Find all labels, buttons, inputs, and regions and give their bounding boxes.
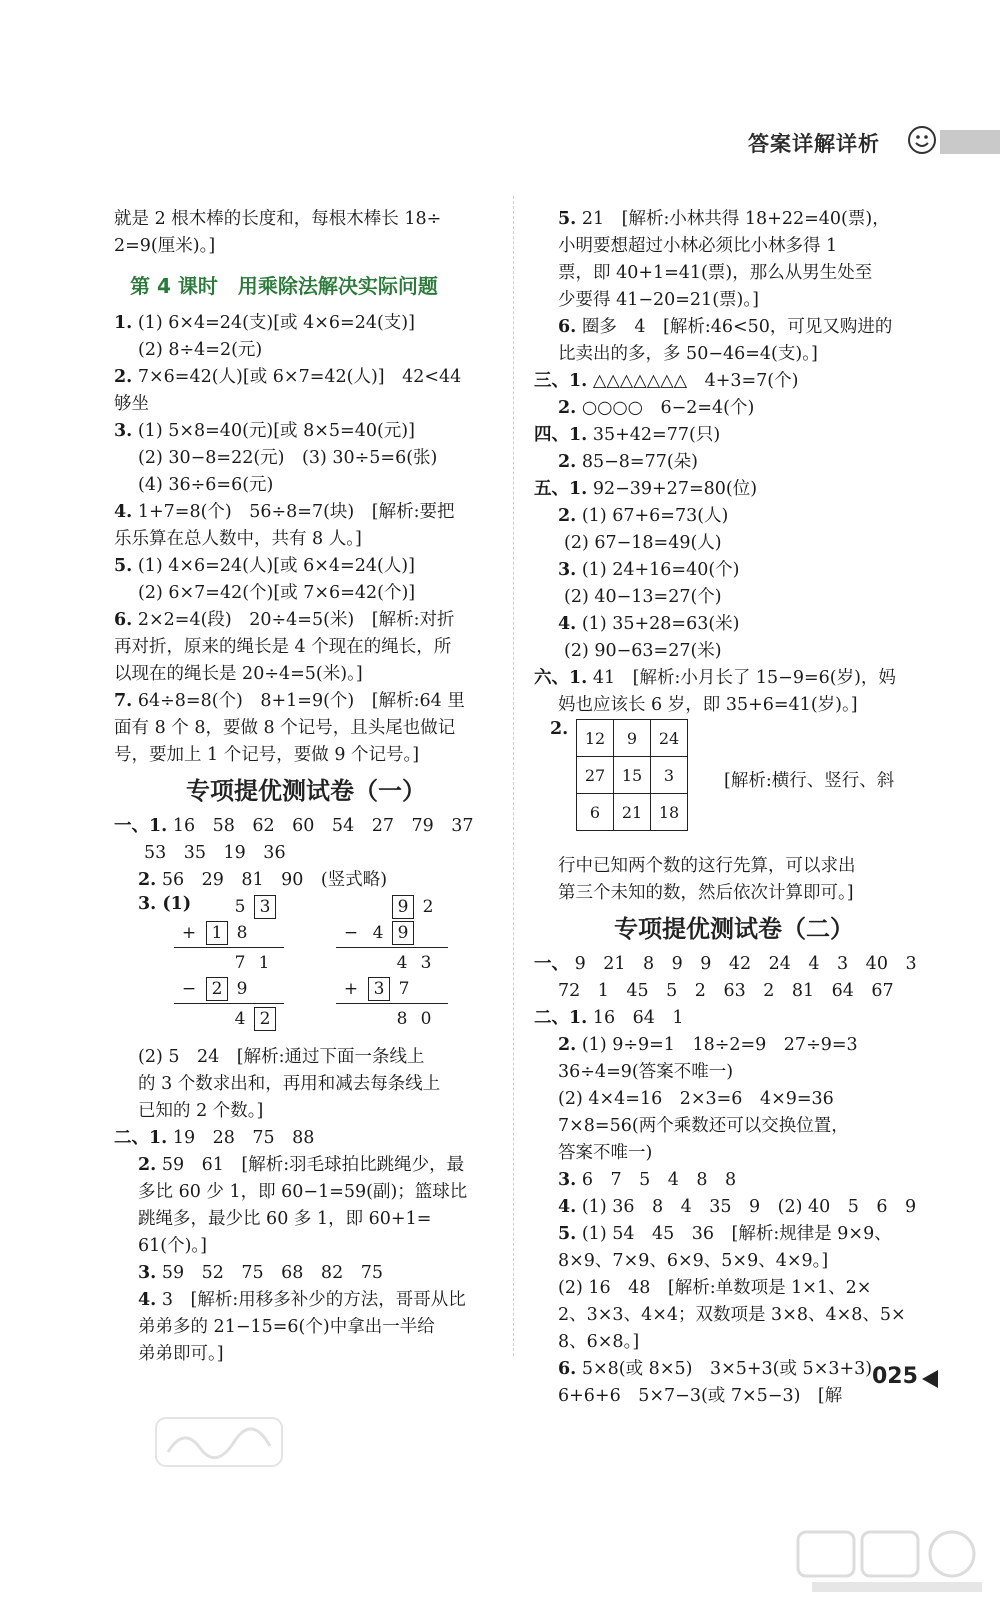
header-title: 答案详解详析 (748, 132, 880, 156)
answer-line (534, 1140, 934, 1167)
answer-text: 的 3 个数求出和，再用和减去每条线上 (138, 1074, 441, 1094)
answer-line (114, 1206, 498, 1233)
answer-text: 面有 8 个 8，要做 8 个记号，且头尾也做记 (114, 718, 456, 738)
answer-text: 64÷8=8(个) 8+1=9(个) [解析:64 里 (137, 691, 465, 711)
answer-text: 59 61 [解析:羽毛球拍比跳绳少，最 (161, 1155, 465, 1175)
answer-line (114, 310, 498, 337)
answer-text: 少要得 41−20=21(票)。] (558, 290, 759, 310)
lesson-answers (114, 310, 498, 769)
digit: 8 (236, 923, 248, 943)
question-number: 二、1. (534, 1008, 588, 1028)
answer-text: 72 1 45 5 2 63 2 81 64 67 (558, 981, 894, 1001)
question-number: 1. (114, 313, 133, 333)
column-divider (513, 196, 514, 1356)
answer-line (114, 1341, 498, 1368)
left-column (114, 206, 498, 1368)
grid-cell: 9 (614, 720, 651, 757)
answer-text: 6+6+6 5×7−3(或 7×5−3) [解 (558, 1386, 843, 1406)
answer-text: (2) 16 48 [解析:单数项是 1×1、2× (558, 1278, 872, 1298)
box-digit: 1 (206, 921, 228, 945)
answer-text: 弟弟即可。] (138, 1344, 224, 1364)
answer-line (114, 553, 498, 580)
answer-line (534, 1329, 934, 1356)
question-number: 7. (114, 691, 133, 711)
answer-line (114, 607, 498, 634)
question-number: 4. (558, 614, 577, 634)
box-digit: 3 (254, 895, 276, 919)
answer-text: 号，要加上 1 个记号，要做 9 个记号。] (114, 745, 420, 765)
answer-text: 弟弟多的 21−15=6(个)中拿出一半给 (138, 1317, 435, 1337)
digit: 1 (258, 953, 270, 973)
answer-line (534, 611, 934, 638)
grid-cell: 6 (577, 794, 614, 831)
calc-rule (174, 947, 284, 948)
answer-line (534, 1005, 934, 1032)
digit: 4 (372, 923, 384, 943)
answer-text: (2) 8÷4=2(元) (138, 340, 263, 360)
q3-label: 3. (1) (138, 894, 192, 914)
magic-square (576, 719, 688, 831)
box-digit: 9 (392, 895, 414, 919)
answer-text: 再对折，原来的绳长是 4 个现在的绳长，所 (114, 637, 452, 657)
answer-line (534, 1194, 934, 1221)
answer-text: (2) 30−8=22(元) (3) 30÷5=6(张) (138, 448, 438, 468)
grid-cell: 12 (577, 720, 614, 757)
answer-text: 已知的 2 个数。] (138, 1101, 264, 1121)
answer-text: (4) 36÷6=6(元) (138, 475, 274, 495)
answer-text: (2) 5 24 [解析:通过下面一条线上 (138, 1047, 425, 1067)
question-number: 一、 (534, 954, 569, 974)
right-column (534, 206, 934, 1410)
answer-line (114, 1260, 498, 1287)
answer-line (534, 449, 934, 476)
answer-text: ○○○○ 6−2=4(个) (581, 398, 755, 418)
digit: 3 (420, 953, 432, 973)
header-bar (940, 130, 1000, 154)
answer-line (114, 364, 498, 391)
answer-text: 票，即 40+1=41(票)，那么从男生处至 (558, 263, 873, 283)
answer-line (114, 813, 498, 840)
answer-text: (1) 5×8=40(元)[或 8×5=40(元)] (137, 421, 415, 441)
answer-text: 7×6=42(人)[或 6×7=42(人)] 42<44 (137, 367, 462, 387)
answer-text: 以现在的绳长是 20÷4=5(米)。] (114, 664, 363, 684)
intro-line: 就是 2 根木棒的长度和，每根木棒长 18÷ (114, 209, 442, 229)
answer-line (534, 951, 934, 978)
answer-line (534, 476, 934, 503)
answer-line (534, 287, 934, 314)
test2-title: 专项提优测试卷（二） (614, 915, 854, 943)
answer-text: (2) 6×7=42(个)[或 7×6=42(个)] (138, 583, 416, 603)
answer-line (114, 1152, 498, 1179)
answer-line (534, 206, 934, 233)
answer-text: (1) 35+28=63(米) (581, 614, 740, 634)
answer-text: 1+7=8(个) 56÷8=7(块) [解析:要把 (137, 502, 455, 522)
digit: 8 (396, 1009, 408, 1029)
answer-text: (2) 40−13=27(个) (564, 587, 722, 607)
question-number: 2. (138, 1155, 157, 1175)
answer-line (114, 1071, 498, 1098)
answer-text: (1) 36 8 4 35 9 (2) 40 5 6 9 (581, 1197, 917, 1217)
answer-text: (2) 4×4=16 2×3=6 4×9=36 (558, 1089, 834, 1109)
answer-text: 21 [解析:小林共得 18+22=40(票)， (581, 209, 890, 229)
answer-line (534, 1059, 934, 1086)
answer-line (534, 530, 934, 557)
question-number: 2. (114, 367, 133, 387)
answer-line (534, 260, 934, 287)
question-number: 5. (114, 556, 133, 576)
operator: + (343, 979, 359, 999)
answer-line (114, 688, 498, 715)
operator: − (181, 979, 197, 999)
box-digit: 9 (392, 921, 414, 945)
lesson-title: 第 4 课时 用乘除法解决实际问题 (130, 274, 438, 298)
right-answers (534, 206, 934, 719)
question-number: 4. (138, 1290, 157, 1310)
answer-line (534, 692, 934, 719)
digit: 4 (234, 1009, 246, 1029)
answer-line (114, 391, 498, 418)
digit: 2 (422, 897, 434, 917)
answer-line (114, 526, 498, 553)
question-number: 3. (558, 1170, 577, 1190)
smiley-icon (906, 124, 938, 156)
answer-text: 6 7 5 4 8 8 (581, 1170, 737, 1190)
operator: + (181, 923, 197, 943)
question-number: 一、1. (114, 816, 168, 836)
answer-line (114, 1287, 498, 1314)
calc-rule (174, 1003, 284, 1004)
magic-square-question (534, 719, 934, 853)
answer-text: 35+42=77(只) (592, 425, 721, 445)
page-arrow-icon (922, 1370, 938, 1388)
answer-line (534, 395, 934, 422)
question-number: 3. (558, 560, 577, 580)
question-number: 四、1. (534, 425, 588, 445)
answer-text: 小明要想超过小林必须比小林多得 1 (558, 236, 838, 256)
answer-line (114, 580, 498, 607)
answer-line (534, 422, 934, 449)
answer-line (114, 337, 498, 364)
test2-answers (534, 951, 934, 1410)
intro-text (114, 206, 498, 260)
question-number: 4. (558, 1197, 577, 1217)
test1-answers-b (114, 1044, 498, 1368)
answer-text: 第三个未知的数，然后依次计算即可。] (558, 883, 854, 903)
answer-text: 多比 60 少 1，即 60−1=59(副)；篮球比 (138, 1182, 468, 1202)
answer-text: 5×8(或 8×5) 3×5+3(或 5×3+3) (581, 1359, 873, 1379)
answer-line (534, 314, 934, 341)
answer-text: 53 35 19 36 (144, 843, 286, 863)
box-digit: 2 (254, 1007, 276, 1031)
answer-text: 36÷4=9(答案不唯一) (558, 1062, 734, 1082)
question-number: 五、1. (534, 479, 588, 499)
question-number: 6. (558, 317, 577, 337)
box-digit: 2 (206, 977, 228, 1001)
question-number: 3. (138, 1263, 157, 1283)
watermark-stamp (154, 1412, 284, 1472)
question-number: 三、1. (534, 371, 588, 391)
digit: 5 (234, 897, 246, 917)
answer-text: 跳绳多，最少比 60 多 1，即 60+1= (138, 1209, 432, 1229)
question-number: 二、1. (114, 1128, 168, 1148)
answer-line (534, 1086, 934, 1113)
digit: 4 (396, 953, 408, 973)
answer-line (114, 445, 498, 472)
answer-line (114, 1044, 498, 1071)
grid-cell: 21 (614, 794, 651, 831)
answer-line (114, 418, 498, 445)
answer-text: 16 58 62 60 54 27 79 37 (172, 816, 474, 836)
digit: 0 (420, 1009, 432, 1029)
grid-explanation (534, 853, 934, 907)
answer-text: 妈也应该长 6 岁，即 35+6=41(岁)。] (558, 695, 858, 715)
grid-cell: 3 (651, 757, 688, 794)
answer-text: 16 64 1 (592, 1008, 684, 1028)
answer-text: 59 52 75 68 82 75 (161, 1263, 383, 1283)
page-number: 025 (872, 1364, 918, 1389)
answer-line (534, 880, 934, 907)
test1-answers-a (114, 813, 498, 894)
question-number: 4. (114, 502, 133, 522)
answer-text: 乐乐算在总人数中，共有 8 人。] (114, 529, 362, 549)
answer-text: △△△△△△△ 4+3=7(个) (592, 371, 799, 391)
question-number: 2. (558, 452, 577, 472)
question-number: 5. (558, 209, 577, 229)
watermark-logo (792, 1528, 992, 1598)
answer-line (114, 472, 498, 499)
answer-text: 答案不唯一) (558, 1143, 653, 1163)
grid-label: 2. (550, 719, 569, 739)
intro-line: 2=9(厘米)。] (114, 236, 216, 256)
answer-line (534, 978, 934, 1005)
calc-rule (336, 947, 448, 948)
answer-line (114, 634, 498, 661)
test1-title: 专项提优测试卷（一） (186, 777, 426, 805)
question-number: 2. (138, 870, 157, 890)
answer-line (114, 1233, 498, 1260)
answer-text: (1) 67+6=73(人) (581, 506, 729, 526)
answer-text: 61(个)。] (138, 1236, 208, 1256)
answer-line (534, 853, 934, 880)
digit: 7 (398, 979, 410, 999)
answer-text: (2) 90−63=27(米) (564, 641, 722, 661)
grid-cell: 15 (614, 757, 651, 794)
answer-text: 41 [解析:小月长了 15−9=6(岁)，妈 (592, 668, 896, 688)
answer-text: (1) 6×4=24(支)[或 4×6=24(支)] (137, 313, 415, 333)
answer-text: (1) 54 45 36 [解析:规律是 9×9、 (581, 1224, 892, 1244)
answer-line (114, 1179, 498, 1206)
grid-cell: 24 (651, 720, 688, 757)
digit: 9 (236, 979, 248, 999)
answer-line (114, 840, 498, 867)
answer-text: 85−8=77(朵) (581, 452, 699, 472)
answer-text: (2) 67−18=49(人) (564, 533, 722, 553)
answer-line (534, 665, 934, 692)
answer-text: 行中已知两个数的这行先算，可以求出 (558, 856, 856, 876)
answer-text: 3 [解析:用移多补少的方法，哥哥从比 (161, 1290, 466, 1310)
answer-text: 够坐 (114, 394, 149, 414)
answer-text: 2、3×3、4×4；双数项是 3×8、4×8、5× (558, 1305, 906, 1325)
answer-line (114, 867, 498, 894)
answer-text: 2×2=4(段) 20÷4=5(米) [解析:对折 (137, 610, 455, 630)
answer-line (114, 1314, 498, 1341)
answer-line (534, 503, 934, 530)
answer-text: 56 29 81 90 (竖式略) (161, 870, 388, 890)
answer-line (534, 638, 934, 665)
calc-rule (336, 1003, 448, 1004)
answer-text: 19 28 75 88 (172, 1128, 315, 1148)
answer-text: 9 21 8 9 9 42 24 4 3 40 3 (574, 954, 917, 974)
answer-text: 8、6×8。] (558, 1332, 640, 1352)
answer-text: (1) 4×6=24(人)[或 6×4=24(人)] (137, 556, 415, 576)
digit: 7 (234, 953, 246, 973)
answer-line (114, 715, 498, 742)
answer-line (534, 1248, 934, 1275)
answer-line (534, 557, 934, 584)
answer-text: 92−39+27=80(位) (592, 479, 758, 499)
question-number: 6. (558, 1359, 577, 1379)
answer-line (114, 1098, 498, 1125)
answer-line (114, 1125, 498, 1152)
answer-line (114, 742, 498, 769)
answer-line (534, 1275, 934, 1302)
question-number: 2. (558, 506, 577, 526)
answer-line (534, 1032, 934, 1059)
answer-text: (1) 9÷9=1 18÷2=9 27÷9=3 (581, 1035, 858, 1055)
grid-cell: 27 (577, 757, 614, 794)
question-number: 3. (114, 421, 133, 441)
answer-line (534, 1221, 934, 1248)
answer-line (534, 584, 934, 611)
box-digit: 3 (368, 977, 390, 1001)
answer-text: (1) 24+16=40(个) (581, 560, 740, 580)
answer-line (534, 1167, 934, 1194)
question-number: 六、1. (534, 668, 588, 688)
question-number: 5. (558, 1224, 577, 1244)
answer-line (114, 661, 498, 688)
question-number: 2. (558, 398, 577, 418)
question-number: 6. (114, 610, 133, 630)
answer-line (534, 1302, 934, 1329)
grid-cell: 18 (651, 794, 688, 831)
answer-line (534, 233, 934, 260)
answer-text: 7×8=56(两个乘数还可以交换位置， (558, 1116, 849, 1136)
answer-text: 圈多 4 [解析:46<50，可见又购进的 (581, 317, 893, 337)
answer-line (534, 368, 934, 395)
answer-line (534, 341, 934, 368)
vertical-calculations (114, 894, 498, 1044)
grid-note: [解析:横行、竖行、斜 (724, 771, 895, 791)
answer-line (534, 1113, 934, 1140)
operator: − (343, 923, 359, 943)
question-number: 2. (558, 1035, 577, 1055)
answer-text: 8×9、7×9、6×9、5×9、4×9。] (558, 1251, 829, 1271)
answer-line (114, 499, 498, 526)
answer-text: 比卖出的多，多 50−46=4(支)。] (558, 344, 818, 364)
